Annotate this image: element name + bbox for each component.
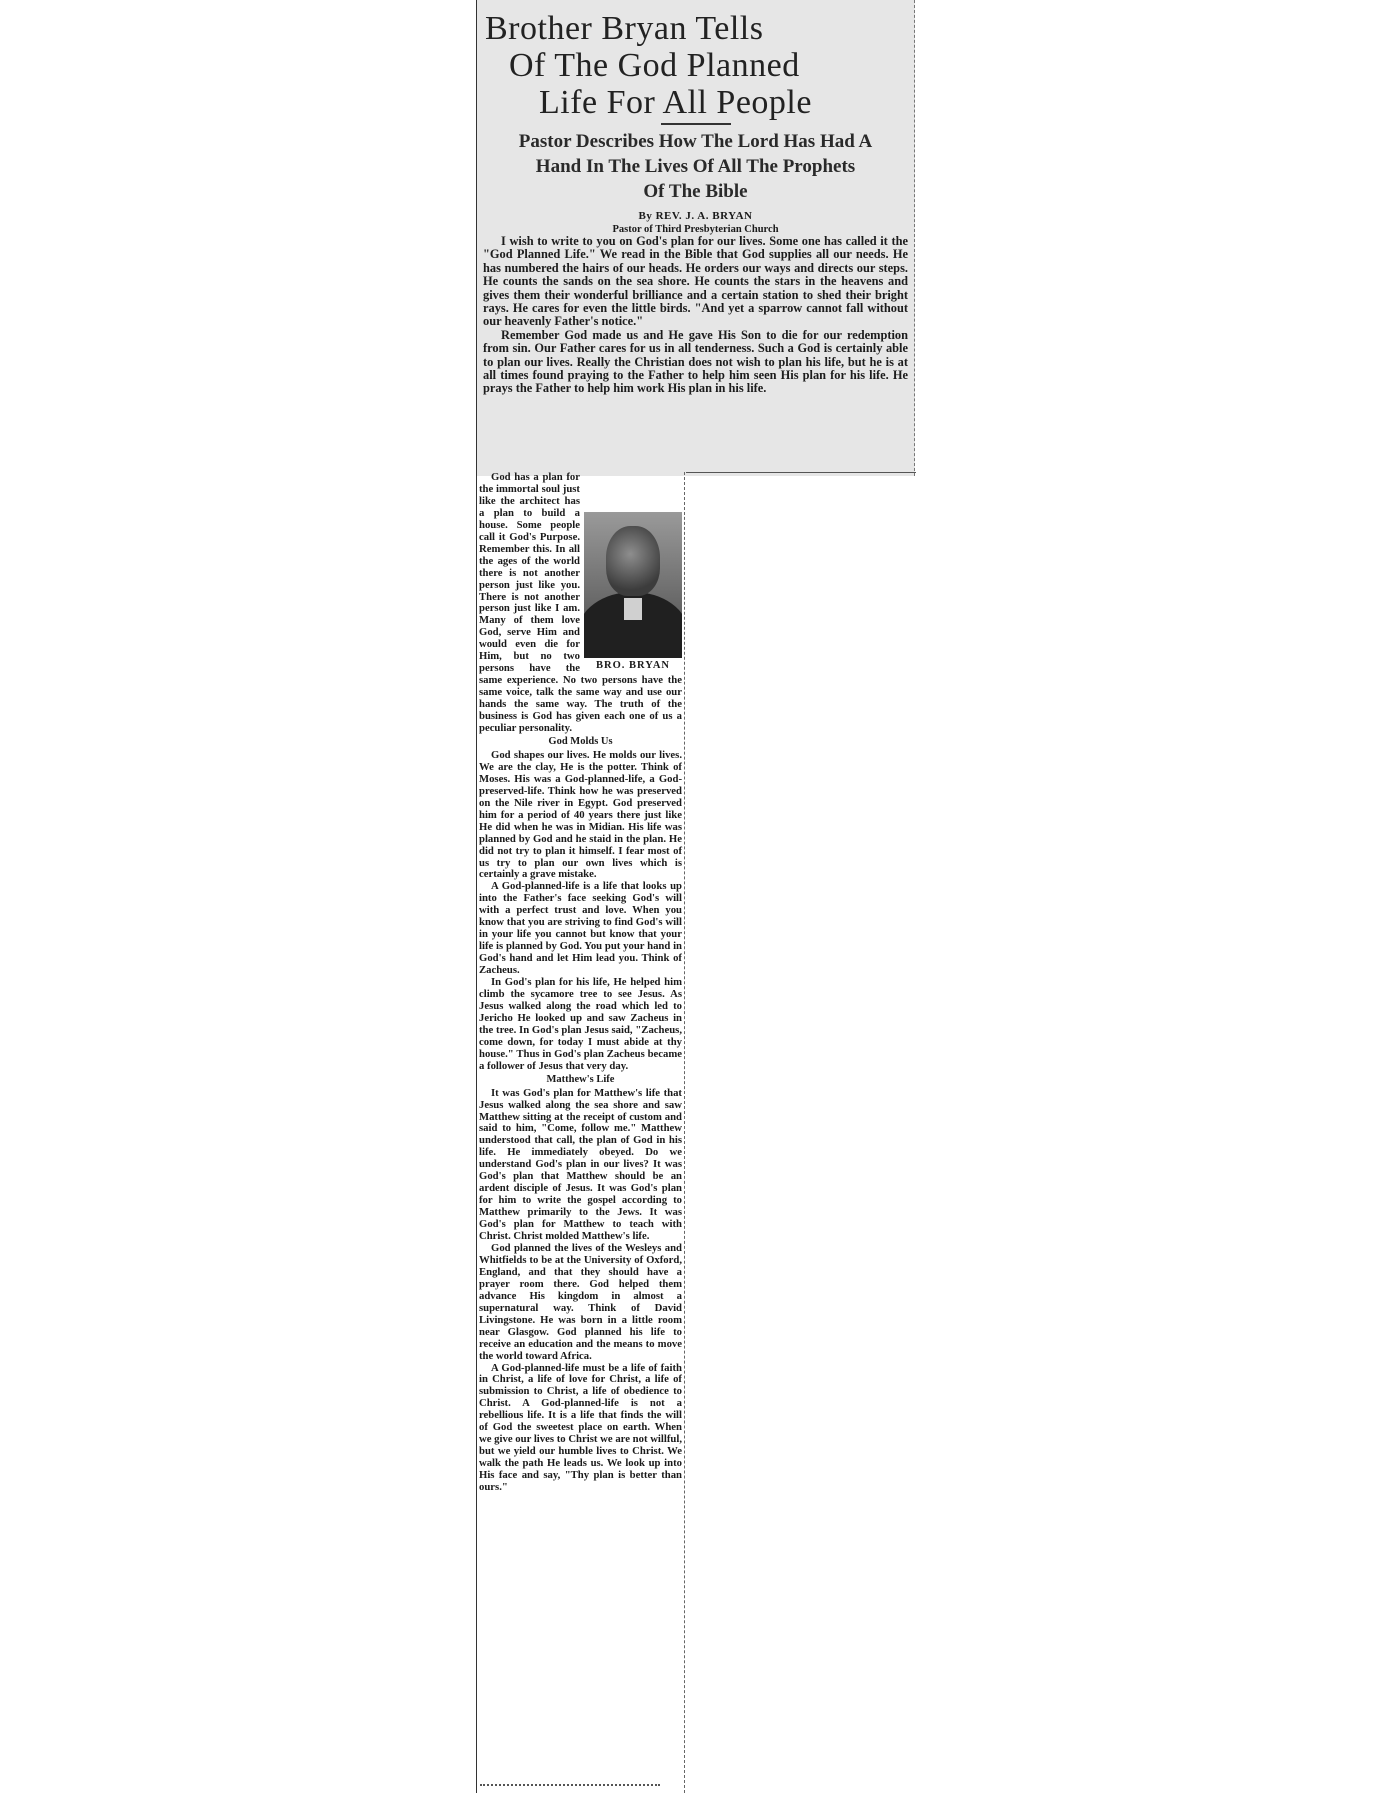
paragraph: A God-planned-life must be a life of faith in Christ, a life of love for Christ, a life of submission to Christ, a life of obedience to Christ. A God-planned-life is not a rebellious life. It is a life that finds the will of God the sweetest place on earth. When we give our lives to Christ we are not willful, but we yield our humble lives to Christ. We walk the path He leads us. We look up into His face and say, "Thy plan is better than ours." — [479, 1361, 682, 1494]
paragraph: God has a plan for the immortal soul just like the architect has a plan to build a house. Some people call it God's Purpose. Remember this. In all the ages of the world there is not another person just like you. There is not another person just like I am. Many of them love God, serve Him and would even die for Him, but no two persons have the same experience. No two persons have the same voice, talk the same way and use our hands the same way. The truth of the business is God has given each one of us a peculiar personality. — [479, 471, 682, 735]
paragraph: I wish to write to you on God's plan for our lives. Some one has called it the "God Planned Life." We read in the Bible that God supplies all our needs. He has numbered the hairs of our heads. He orders our ways and directs our steps. He counts the sands on the sea shore. He counts the stars in the heavens and gives them their wonderful brilliance and a certain station to shed their bright rays. He cares for even the little birds. "And yet a sparrow cannot fall without our heavenly Father's notice." — [483, 234, 908, 329]
subhead: Matthew's Life — [546, 1073, 615, 1085]
headline-line: Brother Bryan Tells — [485, 10, 764, 47]
article-header-block — [476, 0, 915, 476]
paragraph: Remember God made us and He gave His Son to die for our redemption from sin. Our Father cares for us in all tenderness. Such a God is certainly able to plan our lives. Really the Christian does not wish to plan his life, but he is at all times found praying to the Father to help him seen His plan for his life. He prays the Father to help him work His plan in his life. — [483, 327, 908, 396]
deck-line: Pastor Describes How The Lord Has Had A — [518, 131, 873, 152]
intro-text — [477, 235, 914, 396]
deck-line: Hand In The Lives Of All The Prophets — [535, 156, 856, 177]
column-text — [477, 472, 684, 1494]
subhead: God Molds Us — [548, 735, 613, 747]
clipping-bottom-edge — [480, 1784, 660, 1792]
article-column — [476, 472, 685, 1793]
headline-line: Life For All People — [539, 84, 812, 121]
byline: By REV. J. A. BRYAN — [638, 210, 753, 222]
deck — [477, 129, 914, 204]
headline-line: Of The God Planned — [509, 47, 800, 84]
paragraph: It was God's plan for Matthew's life that Jesus walked along the sea shore and saw Matthew sitting at the receipt of custom and said to him, "Come, follow me." Matthew understood that call, the plan of God in his life. He immediately obeyed. Do we understand God's plan in our lives? It was God's plan that Matthew should be an ardent disciple of Jesus. It was God's plan for him to write the gospel according to Matthew primarily to the Jews. It was God's plan for Matthew to teach with Christ. Christ molded Matthew's life. — [479, 1086, 682, 1243]
headline — [477, 0, 914, 121]
byline-title: Pastor of Third Presbyterian Church — [612, 224, 779, 235]
portrait — [584, 512, 682, 672]
newspaper-clipping — [476, 0, 916, 1793]
paragraph: A God-planned-life is a life that looks up into the Father's face seeking God's will with a perfect trust and love. When you know that you are striving to find God's will in your life you cannot but know that your life is planned by God. You put your hand in God's hand and let Him lead you. Think of Zacheus. — [479, 880, 682, 977]
paragraph: God shapes our lives. He molds our lives. We are the clay, He is the potter. Think of Moses. His was a God-planned-life, a God-preserved-life. Think how he was preserved on the Nile river in Egypt. God preserved him for a period of 40 years there just like He did when he was in Midian. His life was planned by God and he staid in the plan. He did not try to plan it himself. I fear most of us try to plan our own lives which is certainly a grave mistake. — [479, 748, 682, 881]
paragraph: In God's plan for his life, He helped him climb the sycamore tree to see Jesus. As Jesus walked along the road which led to Jericho He looked up and saw Zacheus in the tree. In God's plan Jesus said, "Zacheus, come down, for today I must abide at thy house." Thus in God's plan Zacheus became a follower of Jesus that very day. — [479, 976, 682, 1072]
deck-line: Of The Bible — [643, 181, 748, 202]
headline-rule — [661, 123, 731, 125]
photo-caption: BRO. BRYAN — [595, 660, 670, 671]
paragraph: God planned the lives of the Wesleys and Whitfields to be at the University of Oxford, England, and that they should have a prayer room there. God helped them advance His kingdom in almost a supernatural way. Think of David Livingstone. He was born in a little room near Glasgow. God planned his life to receive an education and the means to move the world toward Africa. — [479, 1242, 682, 1362]
portrait-photo — [584, 512, 682, 658]
clipping-edge — [686, 472, 916, 475]
